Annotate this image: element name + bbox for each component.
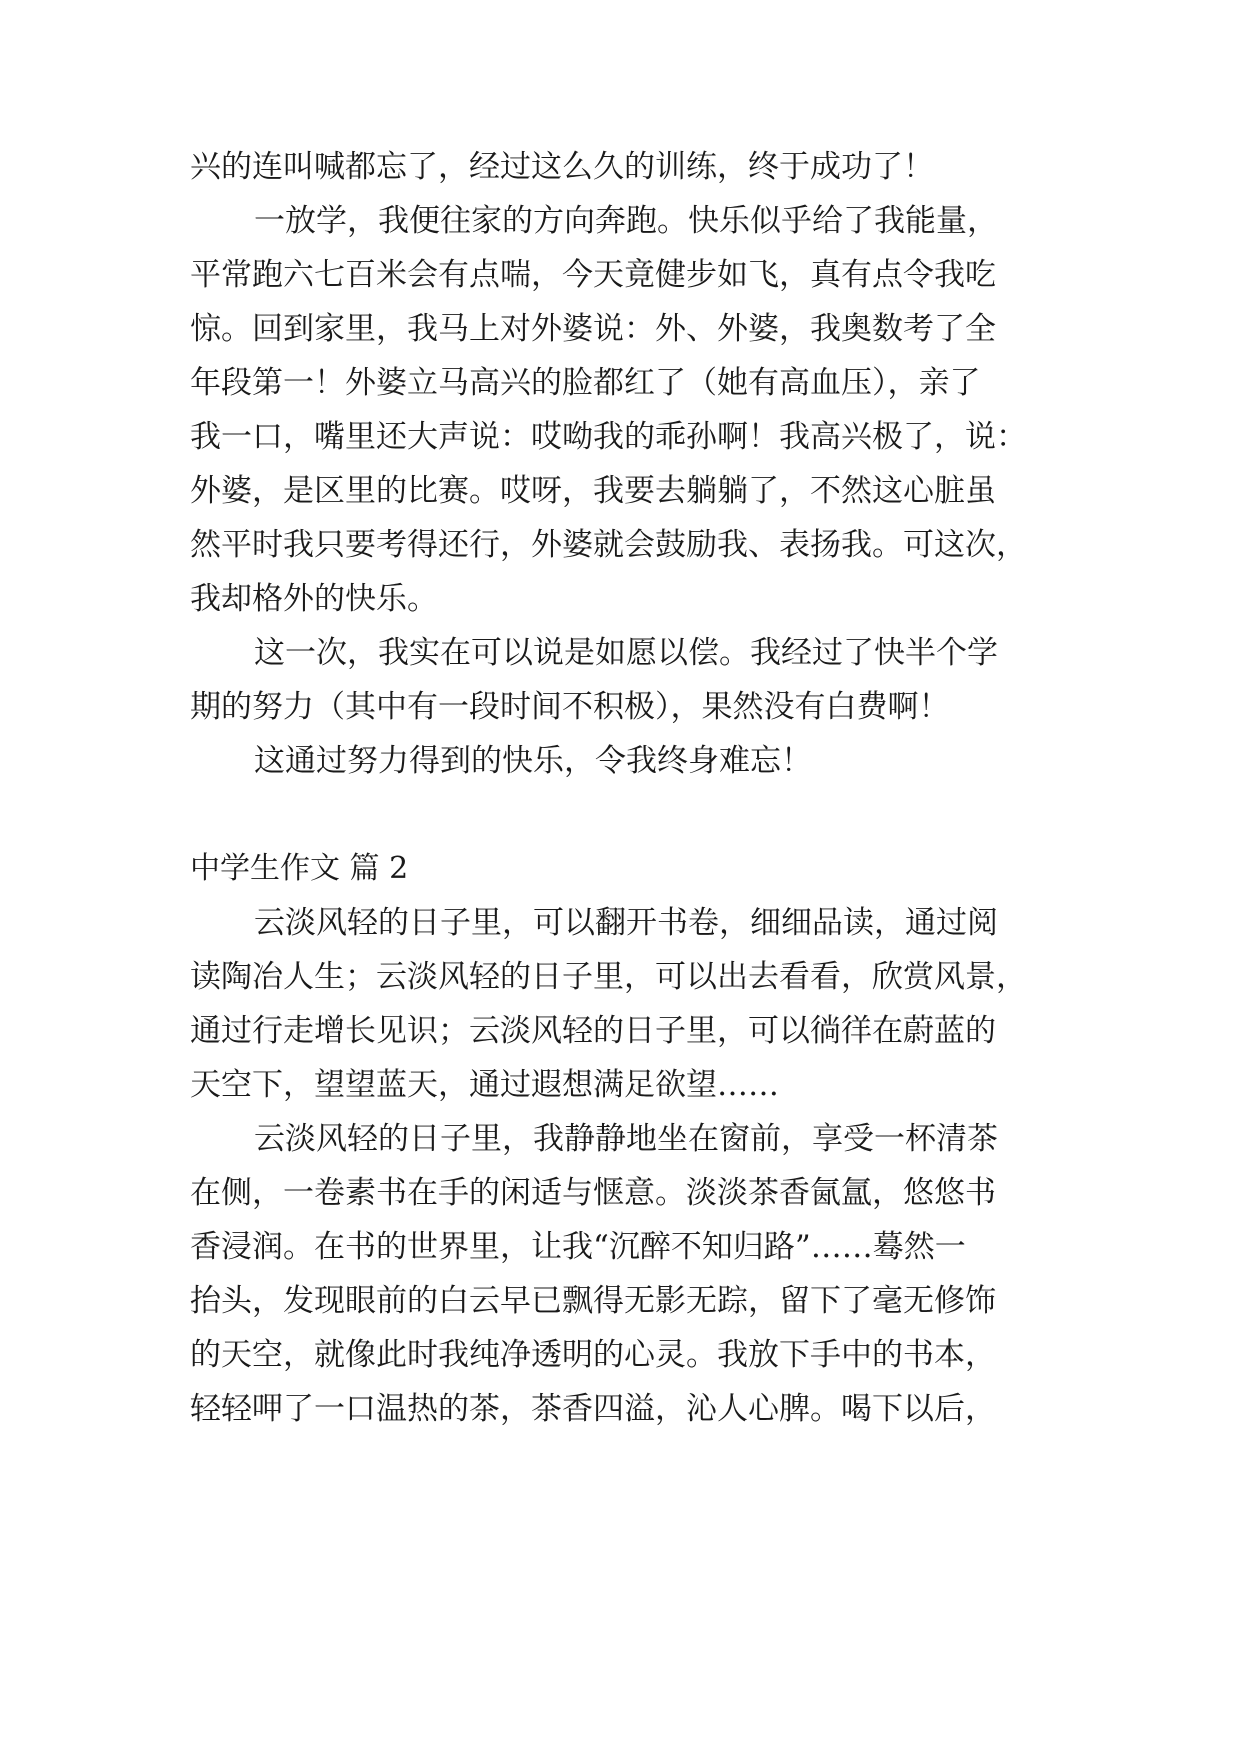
body-text-line: 天空下，望望蓝天，通过遐想满足欲望…… xyxy=(190,1067,779,1103)
paragraph-first-line: 云淡风轻的日子里，我静静地坐在窗前，享受一杯清茶 xyxy=(254,1121,998,1157)
body-text-line: 在侧，一卷素书在手的闲适与惬意。淡淡茶香氤氲，悠悠书 xyxy=(190,1175,996,1211)
body-text-line: 兴的连叫喊都忘了，经过这么久的训练，终于成功了！ xyxy=(190,149,934,185)
body-text-line: 我一口，嘴里还大声说：哎呦我的乖孙啊！我高兴极了，说： xyxy=(190,419,1027,455)
body-text-line: 年段第一！外婆立马高兴的脸都红了（她有高血压），亲了 xyxy=(190,365,981,401)
body-text-line: 平常跑六七百米会有点喘，今天竟健步如飞，真有点令我吃 xyxy=(190,257,996,293)
body-text-line: 香浸润。在书的世界里，让我“沉醉不知归路”……蓦然一 xyxy=(190,1229,966,1265)
body-text-line: 抬头，发现眼前的白云早已飘得无影无踪，留下了毫无修饰 xyxy=(190,1283,996,1319)
paragraph-first-line: 一放学，我便往家的方向奔跑。快乐似乎给了我能量， xyxy=(254,203,998,239)
body-text-line: 的天空，就像此时我纯净透明的心灵。我放下手中的书本， xyxy=(190,1337,996,1373)
body-text-line: 我却格外的快乐。 xyxy=(190,581,438,617)
section-heading: 中学生作文 篇 2 xyxy=(190,851,409,886)
body-text-line: 外婆，是区里的比赛。哎呀，我要去躺躺了，不然这心脏虽 xyxy=(190,473,996,509)
body-text-line: 通过行走增长见识；云淡风轻的日子里，可以徜徉在蔚蓝的 xyxy=(190,1013,996,1049)
body-text-line: 读陶冶人生；云淡风轻的日子里，可以出去看看，欣赏风景， xyxy=(190,959,1027,995)
paragraph-first-line: 这一次，我实在可以说是如愿以偿。我经过了快半个学 xyxy=(254,635,998,671)
paragraph-first-line: 云淡风轻的日子里，可以翻开书卷，细细品读，通过阅 xyxy=(254,905,998,941)
body-text-line: 然平时我只要考得还行，外婆就会鼓励我、表扬我。可这次， xyxy=(190,527,1027,563)
paragraph-first-line: 这通过努力得到的快乐，令我终身难忘！ xyxy=(254,743,812,779)
body-text-line: 期的努力（其中有一段时间不积极），果然没有白费啊！ xyxy=(190,689,950,725)
body-text-line: 惊。回到家里，我马上对外婆说：外、外婆，我奥数考了全 xyxy=(190,311,996,347)
body-text-line: 轻轻呷了一口温热的茶，茶香四溢，沁人心脾。喝下以后， xyxy=(190,1391,996,1427)
